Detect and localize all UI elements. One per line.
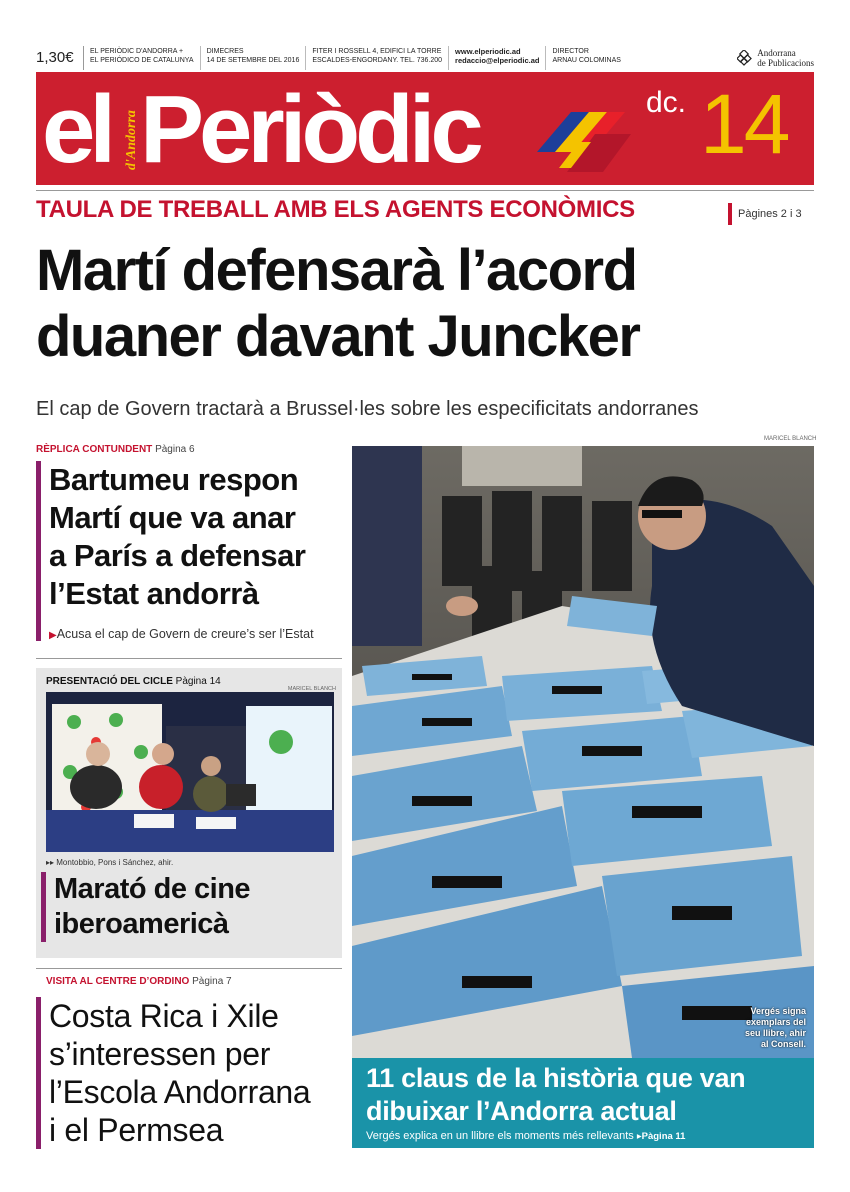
book-signing-photo[interactable] <box>352 446 814 1058</box>
address: FITER I ROSSELL 4, EDIFICI LA TORRE ESCALDES-ENGORDANY. TEL. 736.200 <box>306 46 449 70</box>
press-conference-photo[interactable] <box>46 692 334 852</box>
price: 1,30€ <box>36 46 84 70</box>
issue-date: DIMECRES 14 DE SETEMBRE DEL 2016 <box>201 46 307 70</box>
logo-periodic: Periòdic <box>140 76 479 183</box>
book-story[interactable] <box>352 1058 814 1148</box>
story3-headline[interactable]: Costa Rica i Xile s’interessen per l’Escola Andorrana i el Permsea <box>36 997 342 1149</box>
logo-andorra: d'Andorra <box>124 110 139 170</box>
story3-kicker: VISITA AL CENTRE D’ORDINO Pàgina 7 <box>46 976 232 987</box>
story1-sub: ▶Acusa el cap de Govern de creure’s ser l’Estat <box>49 627 314 641</box>
divider <box>36 190 814 191</box>
book-story-sub: Vergés explica en un llibre els moments més rellevants ▸Pàgina 11 <box>366 1130 686 1142</box>
story1-headline[interactable]: Bartumeu respon Martí que va anar a París a defensar l’Estat andorrà ▶Acusa el cap de Govern de creure’s ser l’Estat <box>36 461 342 641</box>
story2-headline[interactable]: Marató de cine iberoamericà <box>41 872 337 942</box>
lead-kicker[interactable]: TAULA DE TREBALL AMB ELS AGENTS ECONÒMICS <box>36 196 635 223</box>
divider <box>36 658 342 659</box>
story2-kicker: PRESENTACIÓ DEL CICLE Pàgina 14 <box>46 676 221 687</box>
photo-caption: Vergés signa exemplars del seu llibre, ahir al Consell. <box>744 1006 806 1049</box>
story-costa-rica[interactable] <box>36 976 342 1149</box>
photo-credit: MARICEL BLANCH <box>287 686 336 692</box>
weekday-abbr: dc. <box>646 86 687 119</box>
info-bar <box>36 46 814 70</box>
divider <box>36 968 342 969</box>
publisher-brand: Andorrana de Publicacions <box>737 46 814 70</box>
masthead[interactable] <box>36 72 814 185</box>
photo-credit: MARICEL BLANCH <box>764 436 817 442</box>
photo-caption: ▸▸ Montobbio, Pons i Sánchez, ahir. <box>46 858 174 867</box>
story-marato[interactable] <box>36 668 342 958</box>
lead-pages: Pàgines 2 i 3 <box>728 203 802 225</box>
lead-subhead: El cap de Govern tractarà a Brussel·les sobre les especificitats andorranes <box>36 398 699 420</box>
book-story-headline[interactable]: 11 claus de la història que van dibuixar l’Andorra actual <box>366 1063 746 1126</box>
email-link[interactable]: redaccio@elperiodic.ad <box>455 55 540 65</box>
triangle-icon: ▶ <box>49 630 57 641</box>
website-link[interactable]: www.elperiodic.ad <box>455 47 521 56</box>
flag-stripes-icon <box>531 112 631 177</box>
story-bartumeu[interactable] <box>36 444 342 641</box>
day-number: 14 <box>700 77 788 171</box>
story1-kicker: RÈPLICA CONTUNDENT Pàgina 6 <box>36 444 195 455</box>
contact <box>449 46 546 70</box>
lead-headline[interactable]: Martí defensarà l’acord duaner davant Juncker <box>36 238 640 369</box>
publisher-logo-icon <box>737 50 753 66</box>
publisher-info: EL PERIÒDIC D'ANDORRA + EL PERIÓDICO DE CATALUNYA <box>84 46 201 70</box>
director: DIRECTOR ARNAU COLOMINAS <box>552 48 621 64</box>
logo-el: el <box>42 76 111 183</box>
